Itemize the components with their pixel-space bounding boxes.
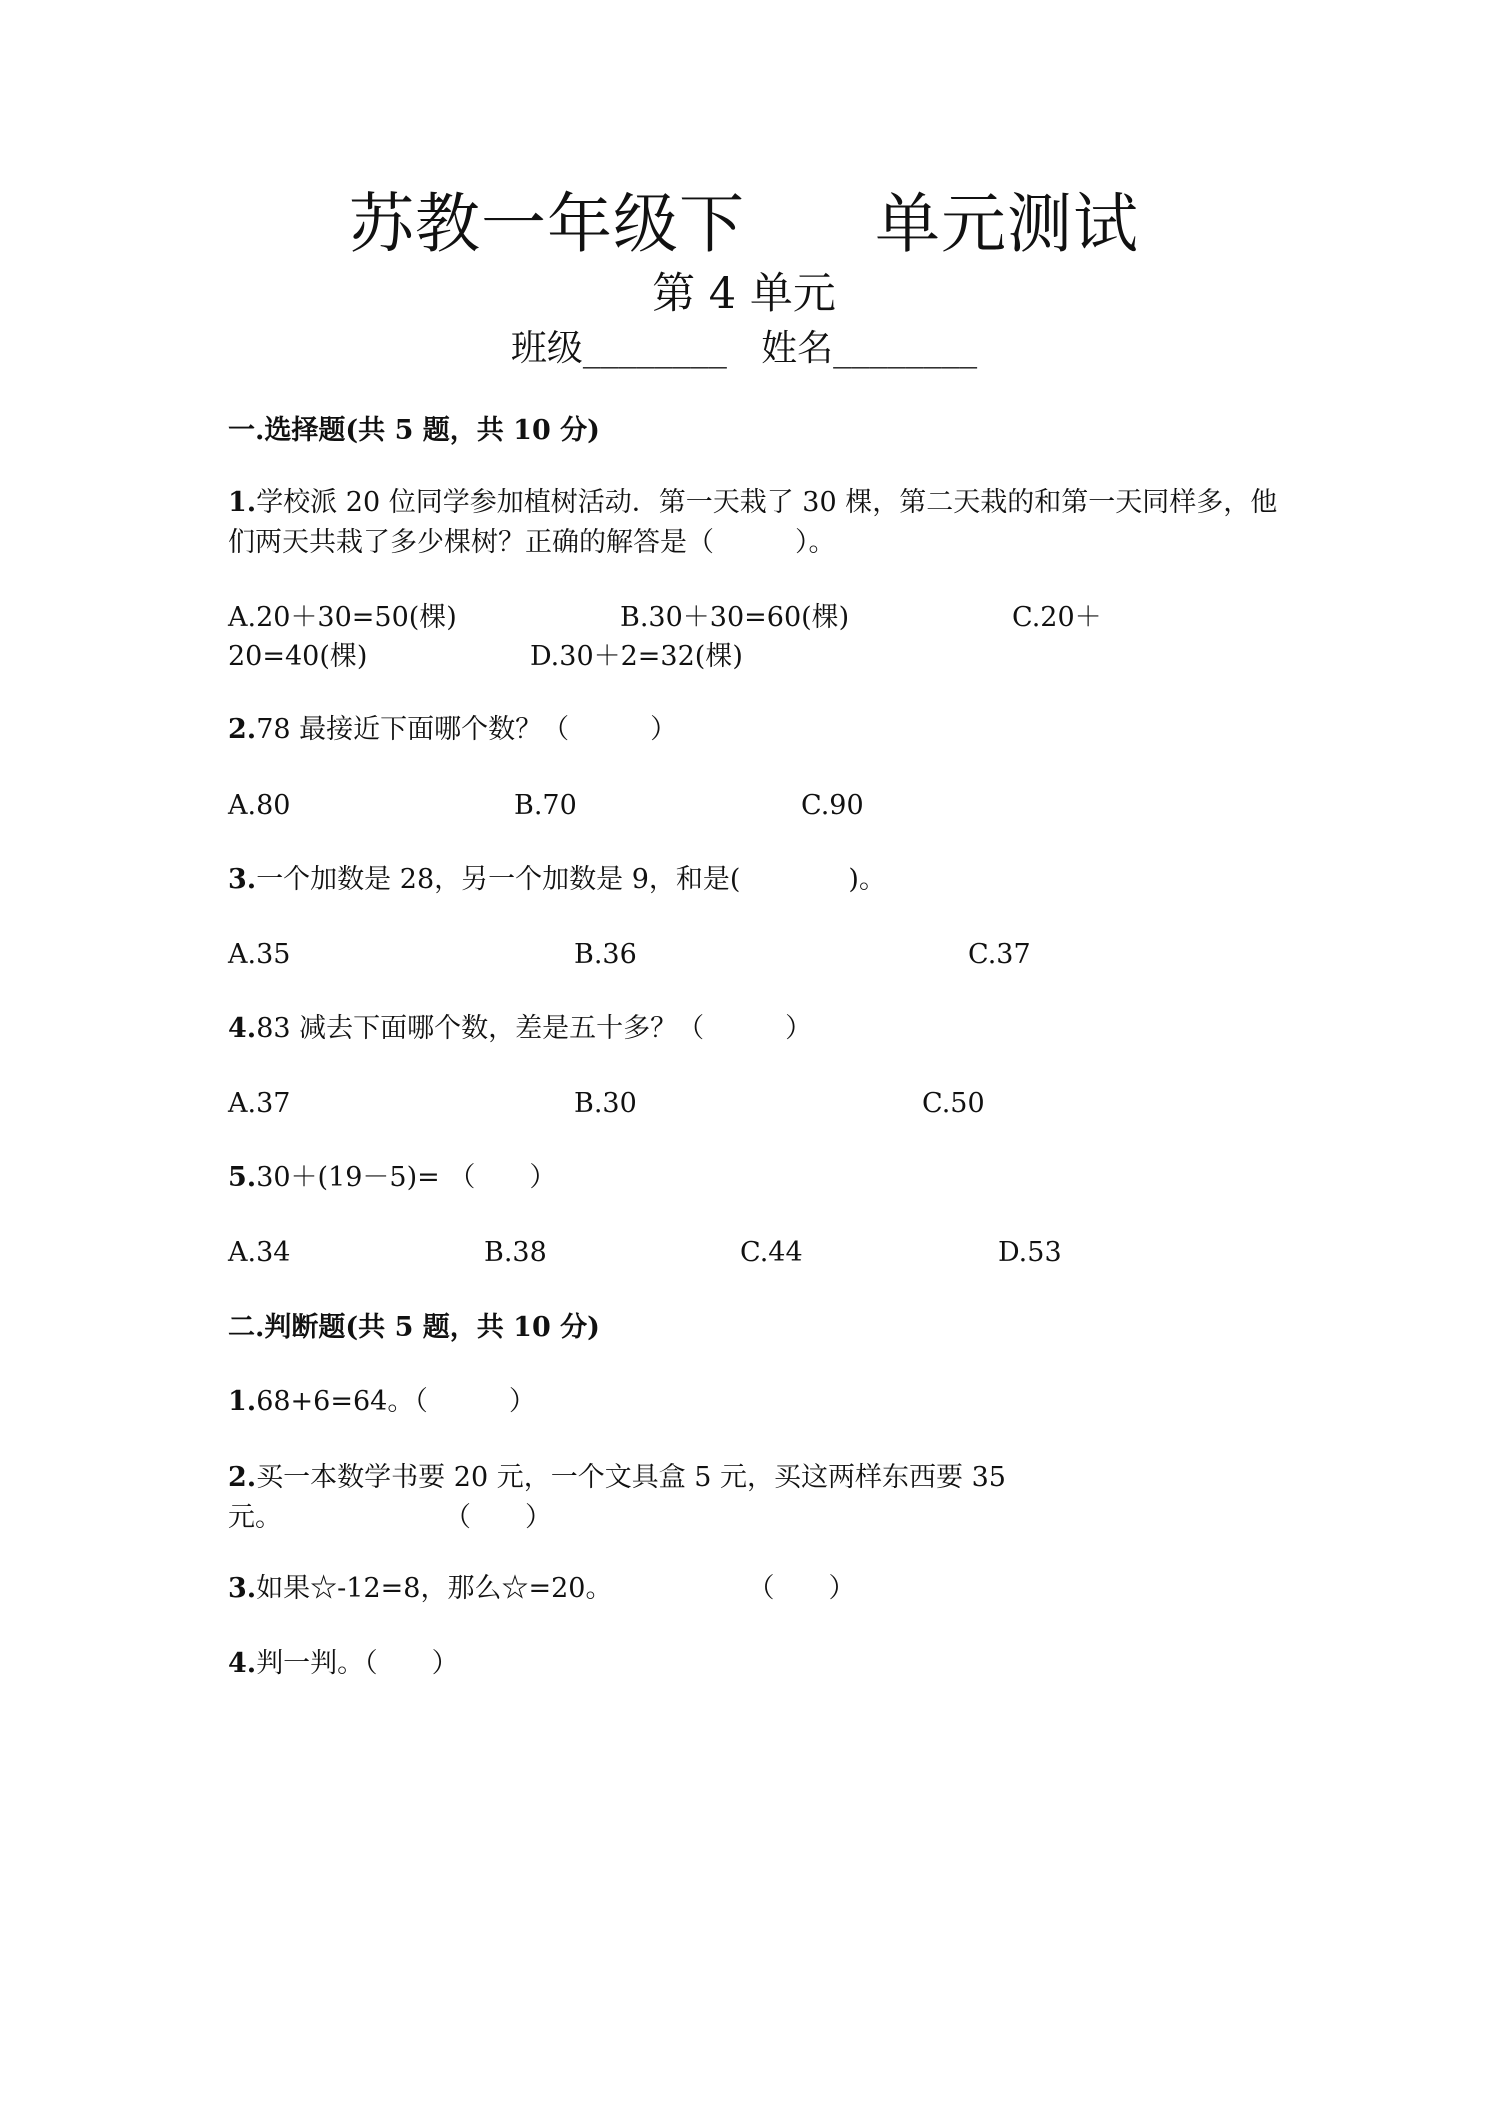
option-a: A.35 [228,939,291,970]
option-a: A.20＋30=50(棵) [228,602,457,633]
question-text: 83 减去下面哪个数，差是五十多？（ ） [256,1013,813,1044]
option-b: B.38 [484,1237,547,1268]
option-b: B.30 [574,1088,637,1119]
option-a: A.37 [228,1088,291,1119]
question-number: 2. [228,1462,257,1493]
option-a: A.34 [228,1237,291,1268]
question-text: 一个加数是 28，另一个加数是 9，和是( )。 [256,864,886,895]
option-c-continued: 20=40(棵) [228,641,368,672]
question-number: 3. [228,1573,257,1604]
question-number: 4. [228,1648,257,1679]
question-text: 判一判。（ ） [256,1648,459,1679]
question-text: 买一本数学书要 20 元，一个文具盒 5 元，买这两样东西要 35 元。 （ ） [228,1462,1006,1533]
judge-question-3 [228,1569,1278,1609]
choice-question-5 [228,1158,1278,1198]
choice-question-4 [228,1009,1278,1049]
question-number: 1. [228,487,257,518]
page-title: 苏教一年级下 单元测试 [349,187,1139,262]
choice-question-3 [228,860,1278,900]
question-number: 1. [228,1386,257,1417]
question-text: 学校派 20 位同学参加植树活动．第一天栽了 30 棵，第二天栽的和第一天同样多，他们两天共栽了多少棵树？正确的解答是（ ）。 [228,487,1278,558]
question-text: 如果☆-12=8，那么☆=20。 （ ） [256,1573,856,1604]
option-c: C.37 [968,939,1031,970]
section-multiple-choice-title: 一.选择题(共 5 题，共 10 分) [228,415,600,446]
class-name-line: 班级________ 姓名________ [510,328,978,369]
option-c: C.44 [740,1237,803,1268]
judge-question-1 [228,1382,1278,1422]
judge-question-4 [228,1644,1278,1684]
question-text: 68+6=64。（ ） [256,1386,536,1417]
choice-question-2 [228,710,1278,750]
choice-question-1 [228,483,1278,563]
question-text: 78 最接近下面哪个数？（ ） [256,714,678,745]
option-a: A.80 [228,790,291,821]
option-c: C.50 [922,1088,985,1119]
question-number: 3. [228,864,257,895]
option-c: C.20＋ [1012,602,1102,633]
option-c: C.90 [801,790,864,821]
question-number: 4. [228,1013,257,1044]
question-text: 30＋(19－5)= （ ） [256,1162,557,1193]
option-d: D.30＋2=32(棵) [530,641,743,672]
unit-subtitle: 第 4 单元 [652,269,836,319]
judge-question-2 [228,1458,1278,1538]
option-b: B.30＋30=60(棵) [620,602,850,633]
question-number: 2. [228,714,257,745]
section-true-false-title: 二.判断题(共 5 题，共 10 分) [228,1312,600,1343]
option-b: B.70 [514,790,577,821]
option-b: B.36 [574,939,637,970]
option-d: D.53 [998,1237,1062,1268]
question-number: 5. [228,1162,257,1193]
